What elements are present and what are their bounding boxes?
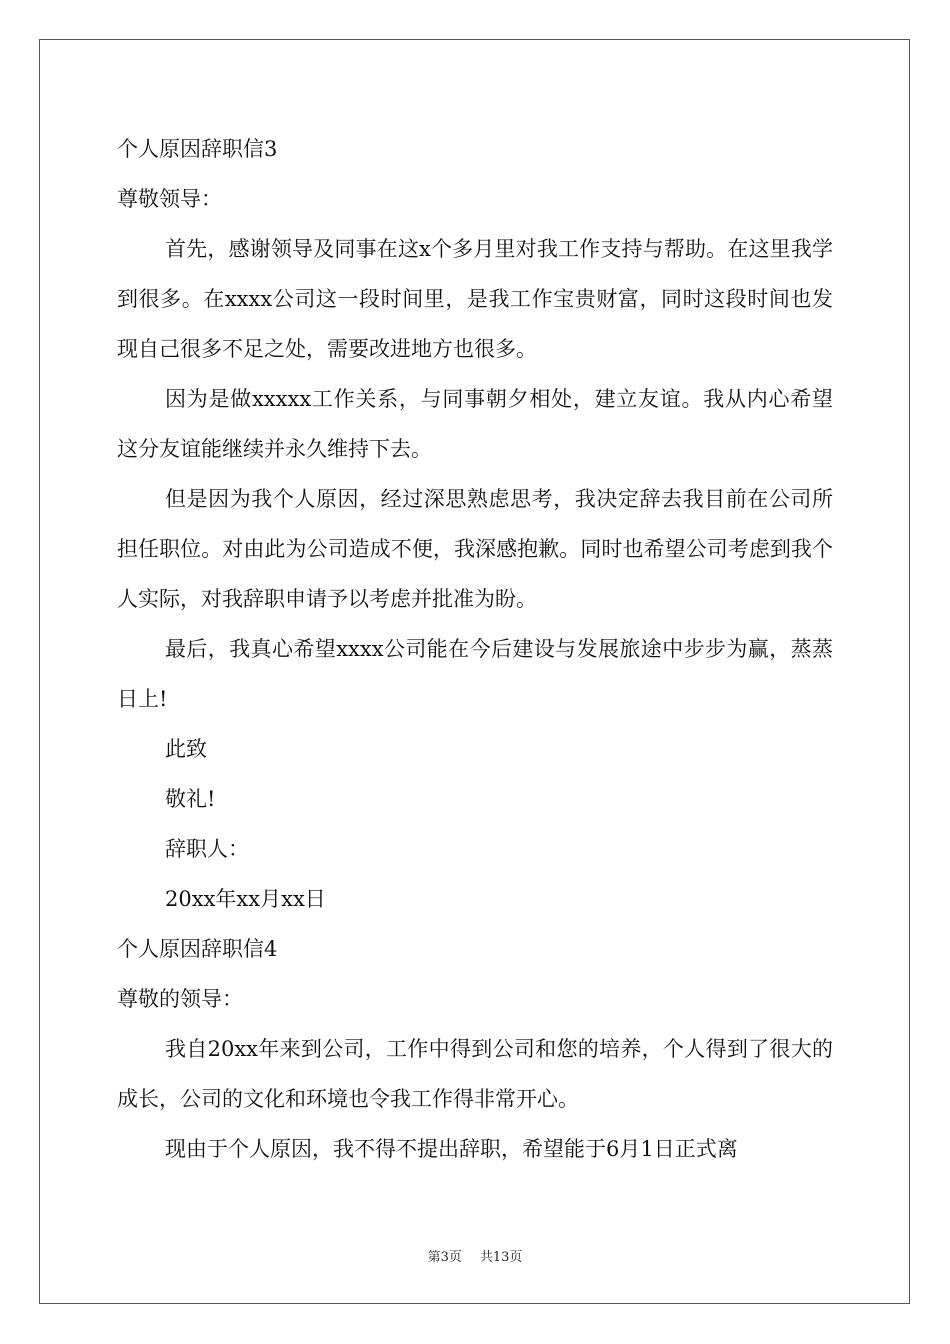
letter-4-paragraph: 现由于个人原因，我不得不提出辞职，希望能于6月1日正式离	[165, 1137, 738, 1161]
page-total: 共13页	[479, 1250, 523, 1265]
letter-3-closing: 此致	[165, 737, 207, 761]
letter-3-title: 个人原因辞职信3	[117, 137, 278, 161]
letter-3-paragraph: 首先，感谢领导及同事在这x个多月里对我工作支持与帮助。在这里我学到很多。在xxxx公司这一段时间里，是我工作宝贵财富，同时这段时间也发现自己很多不足之处，需要改进地方也很多。	[117, 237, 833, 361]
letter-3-paragraph: 最后，我真心希望xxxx公司能在今后建设与发展旅途中步步为赢，蒸蒸日上!	[117, 637, 833, 711]
letter-4-paragraph: 我自20xx年来到公司，工作中得到公司和您的培养，个人得到了很大的成长，公司的文化和环境也令我工作得非常开心。	[117, 1037, 833, 1111]
letter-3-regards: 敬礼!	[165, 787, 216, 811]
letter-4-title: 个人原因辞职信4	[117, 937, 278, 961]
page-footer	[0, 1246, 950, 1265]
letter-3-date: 20xx年xx月xx日	[165, 887, 326, 911]
letter-4-salutation: 尊敬的领导：	[117, 987, 243, 1011]
letter-3-signer: 辞职人：	[165, 837, 249, 861]
letter-3-paragraph: 因为是做xxxxx工作关系，与同事朝夕相处，建立友谊。我从内心希望这分友谊能继续并永久维持下去。	[117, 387, 833, 461]
document-body	[117, 124, 833, 1174]
letter-3-salutation: 尊敬领导：	[117, 187, 222, 211]
letter-3-paragraph: 但是因为我个人原因，经过深思熟虑思考，我决定辞去我目前在公司所担任职位。对由此为公司造成不便，我深感抱歉。同时也希望公司考虑到我个人实际，对我辞职申请予以考虑并批准为盼。	[117, 487, 833, 611]
page-number: 第3页	[427, 1250, 462, 1265]
